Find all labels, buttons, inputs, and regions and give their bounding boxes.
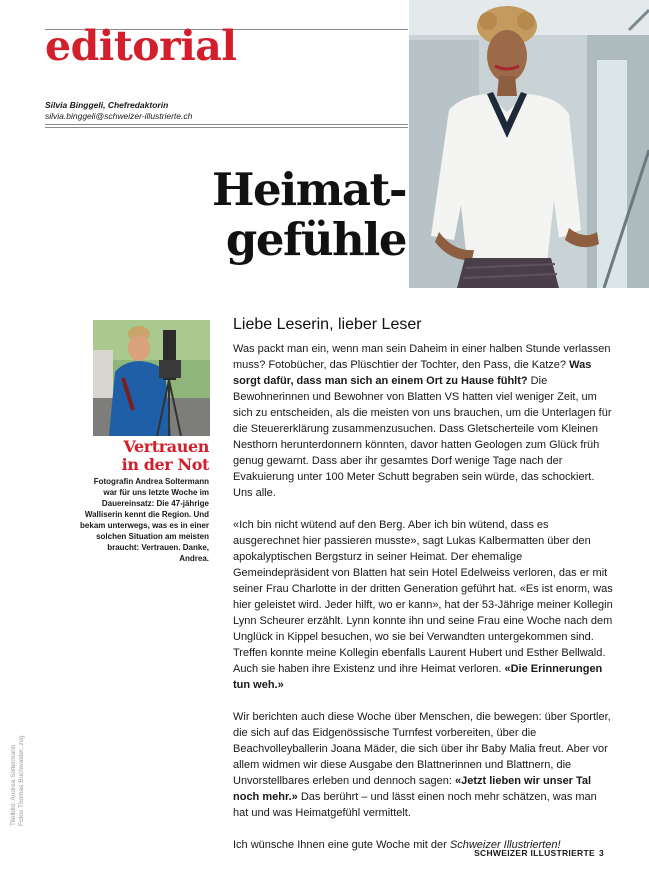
paragraph: Ich wünsche Ihnen eine gute Woche mit der Schweizer Illustrierten! (233, 839, 561, 851)
page-footer (474, 848, 604, 858)
caption-title-line: Vertrauen (123, 437, 209, 456)
credit-line: Fotos Thomas Buchwalder, zvg (18, 735, 25, 826)
headline (200, 165, 406, 265)
bold-question: Was sorgt dafür, dass man sich an einem Ort zu Hause fühlt? (233, 359, 592, 387)
photo-credits (10, 735, 26, 826)
section-kicker: editorial (45, 22, 237, 70)
caption-text: Fotografin Andrea Soltermann war für uns letzte Woche im Dauereinsatz: Die 47-jährige Walliserin kennt die Region. Und bekam unterwegs, was es in einer solchen Situation am meisten braucht: Vertrauen. Danke, Andrea. (80, 477, 209, 563)
salutation: Liebe Leserin, lieber Leser (233, 316, 422, 333)
author-name: Silvia Binggeli, Chefredaktorin (45, 100, 169, 110)
article-body (233, 341, 613, 869)
bold-quote: «Jetzt lieben wir unser Tal noch mehr.» (233, 775, 592, 803)
portrait-image (409, 0, 649, 288)
divider-rule (45, 124, 408, 125)
headline-line: Heimat- (212, 163, 406, 216)
author-block (45, 100, 192, 122)
paragraph: Was packt man ein, wenn man sein Daheim in einer halben Stunde verlassen muss? Fotobücher, das Plüschtier der Tochter, den Pass, die Katze? Was sorgt dafür, dass man sich an einem Ort zu Hause fühlt? Die Bewohnerinnen und Bewohner von Blatten VS hatten viel weniger Zeit, um sich zu entscheiden, als die meisten von uns brauchen, um die Unterlagen für die Steuererklärung zusammenzusuchen. Dass Gletscherteile vom Kleinen Nesthorn herunterdonnern könnten, davor hatten Geologen zum Glück früh genug gewarnt. Dass aber ihr gesamtes Dorf wenige Tage nach der Evakuierung unter 100 Meter Schutt begraben sein würde, das schockiert. Uns alle. (233, 343, 612, 499)
publication-name: Schweizer Illustrierten! (449, 839, 561, 851)
headline-line: gefühle (225, 213, 406, 266)
credit-line: Titelbild: Andrea Soltermann (10, 744, 17, 826)
photographer-photo (93, 320, 210, 436)
editor-portrait (409, 0, 649, 288)
page-number: 3 (598, 848, 604, 858)
photographer-image (93, 320, 210, 436)
bold-quote: «Die Erinnerungen tun weh.» (233, 663, 603, 691)
author-email: silvia.binggeli@schweizer-illustrierte.ch (45, 111, 193, 121)
divider-rule (45, 127, 408, 128)
paragraph: «Ich bin nicht wütend auf den Berg. Aber ich bin wütend, dass es ausgerechnet hier passieren musste», sagt Lukas Kalbermatten über den apokalyptischen Bergsturz in seiner Heimat. Der ehemalige Gemeindepräsident von Blatten hat sein Hotel Edelweiss verloren, das er mit seiner Frau Charlotte in der dritten Generation geführt hat. «Es ist enorm, was hier geleistet wird. Jeder hilft, wo er kann», hat der 53-Jährige meiner Kollegin Lynn Scheurer erzählt. Lynn konnte ihn und seine Frau eine Woche nach dem Unglück in Kippel besuchen, wo sie bei Verwandten untergekommen sind. Treffen konnte meine Kollegin ebenfalls Laurent Hubert und Esther Bellwald. Auch sie haben ihre Existenz und ihre Heimat verloren. «Die Erinnerungen tun weh.» (233, 519, 613, 691)
paragraph: Wir berichten auch diese Woche über Menschen, die bewegen: über Sportler, die sich auf das Eidgenössische Turnfest vorbereiten, über die Beachvolleyballerin Joana Mäder, die sich über ihr Baby Malia freut. Aber vor allem widmen wir diese Ausgabe den Blattnerinnen und Blattnern, die Unvorstellbares erleben und dennoch sagen: «Jetzt lieben wir unser Tal noch mehr.» Das berührt – und lässt einen noch mehr schätzen, was man hat und was Heimatgefühl vermittelt. (233, 711, 611, 819)
footer-publication: SCHWEIZER ILLUSTRIERTE (474, 848, 595, 858)
caption-title (93, 438, 209, 474)
caption-title-line: in der Not (121, 455, 209, 474)
